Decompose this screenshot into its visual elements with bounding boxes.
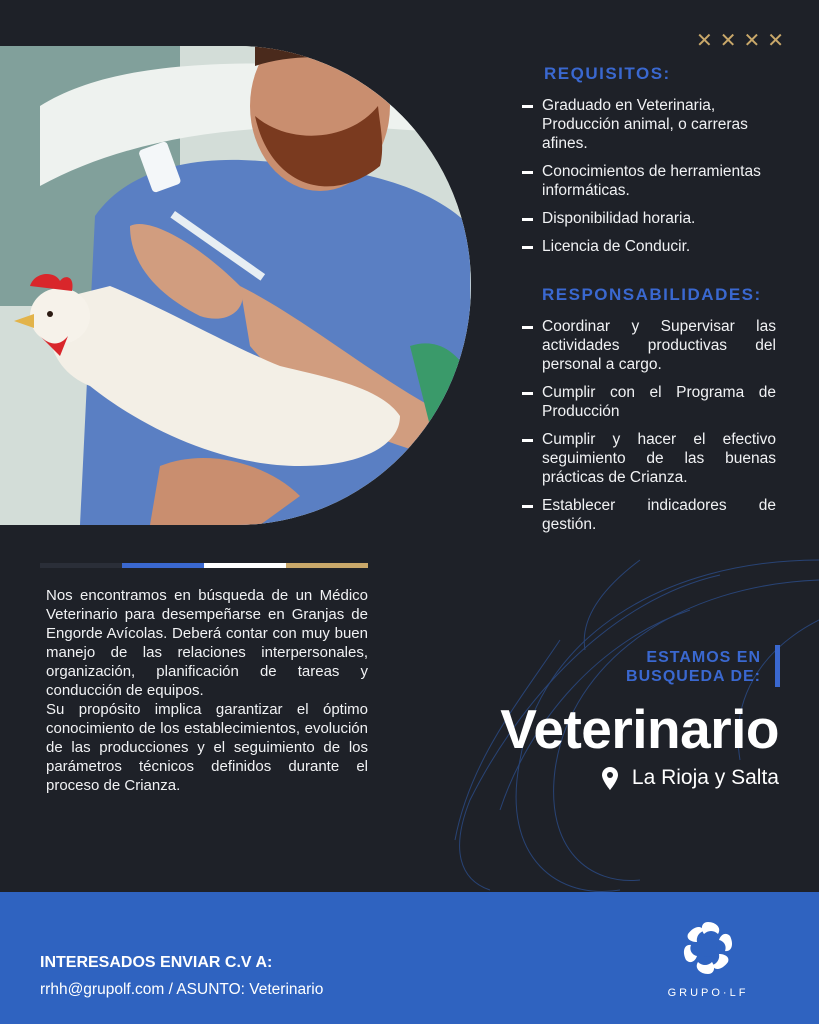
bar-dark <box>40 563 122 568</box>
responsabilidades-list <box>520 317 776 543</box>
dash-icon <box>522 439 533 442</box>
veterinarian-photo <box>0 46 471 525</box>
searching-label <box>626 648 761 686</box>
list-item: Cumplir y hacer el efectivo seguimiento de las buenas prácticas de Crianza. <box>520 430 776 487</box>
accent-vertical-bar <box>775 645 780 687</box>
dash-icon <box>522 218 533 221</box>
contact-label: INTERESADOS ENVIAR C.V A: <box>40 954 273 971</box>
list-item: Graduado en Veterinaria, Producción animal, o carreras afines. <box>520 96 778 153</box>
list-item: Cumplir con el Programa de Producción <box>520 383 776 421</box>
cross-icon: ✕ <box>743 28 761 52</box>
responsabilidades-title: RESPONSABILIDADES: <box>542 285 762 304</box>
veterinarian-with-hen-image <box>0 46 471 525</box>
bar-white <box>204 563 286 568</box>
dash-icon <box>522 171 533 174</box>
dash-icon <box>522 326 533 329</box>
requisitos-title: REQUISITOS: <box>544 64 671 83</box>
job-description <box>46 586 368 795</box>
description-paragraph-1: Nos encontramos en búsqueda de un Médico Veterinario para desempeñarse en Granjas de Engorde Avícolas. Deberá contar con muy buen manejo de las relaciones interpersonales, organización, planificación de tareas y conducción de equipos. <box>46 587 368 699</box>
grupo-lf-logo <box>666 918 750 999</box>
searching-line-1: ESTAMOS EN <box>646 649 761 666</box>
logo-text: GRUPO·LF <box>667 987 749 999</box>
list-item: Coordinar y Supervisar las actividades productivas del personal a cargo. <box>520 317 776 374</box>
grupo-lf-logo-icon <box>678 918 738 978</box>
cross-icon: ✕ <box>767 28 785 52</box>
dash-icon <box>522 392 533 395</box>
bar-blue <box>122 563 204 568</box>
location-text: La Rioja y Salta <box>631 766 779 789</box>
cross-icon: ✕ <box>696 28 713 52</box>
location <box>602 766 779 790</box>
contact-email[interactable]: rrhh@grupolf.com / ASUNTO: Veterinario <box>40 981 324 998</box>
description-paragraph-2: Su propósito implica garantizar el óptimo conocimiento de los establecimientos, evolución de las producciones y el seguimiento de los parámetros técnicos definidos durante el proceso de Crianza. <box>46 701 368 794</box>
cross-icon: ✕ <box>719 28 737 52</box>
searching-line-2: BUSQUEDA DE: <box>626 668 761 685</box>
bar-gold <box>286 563 368 568</box>
dash-icon <box>522 505 533 508</box>
job-title: Veterinario <box>500 698 779 760</box>
list-item: Licencia de Conducir. <box>520 237 778 256</box>
list-item: Establecer indicadores de gestión. <box>520 496 776 534</box>
location-pin-icon <box>602 767 618 790</box>
list-item: Conocimientos de herramientas informáticas. <box>520 162 778 200</box>
dash-icon <box>522 105 533 108</box>
list-item: Disponibilidad horaria. <box>520 209 778 228</box>
requisitos-list <box>520 96 778 265</box>
color-bars-divider <box>40 563 368 568</box>
cross-pattern-icon <box>696 28 785 52</box>
dash-icon <box>522 246 533 249</box>
